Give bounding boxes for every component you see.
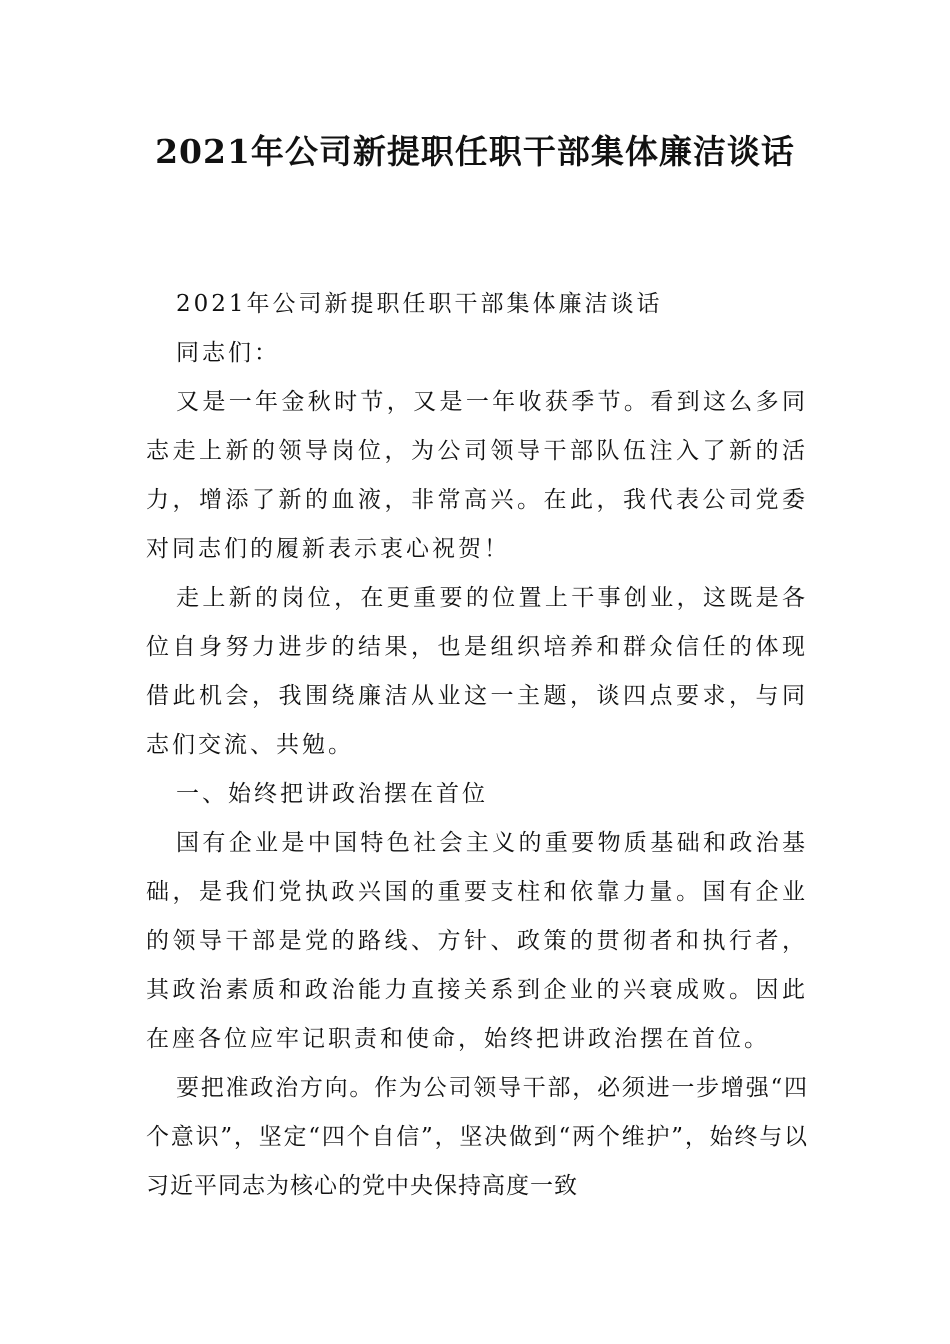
paragraph-new-post: 走上新的岗位，在更重要的位置上干事创业，这既是各位自身努力进步的结果，也是组织培养和群众信任的体现借此机会，我围绕廉洁从业这一主题，谈四点要求，与同志们交流、共勉。 [146,585,808,758]
section-heading-1: 一、始终把讲政治摆在首位 [176,781,488,807]
paragraph-soe-politics: 国有企业是中国特色社会主义的重要物质基础和政治基础，是我们党执政兴国的重要支柱和依靠力量。国有企业的领导干部是党的路线、方针、政策的贯彻者和执行者，其政治素质和政治能力直接关系到企业的兴衰成败。因此在座各位应牢记职责和使命，始终把讲政治摆在首位。 [146,830,808,1052]
document-title: 2021年公司新提职任职干部集体廉洁谈话 [155,132,795,171]
paragraph-heading-repeat: 2021年公司新提职任职干部集体廉洁谈话 [176,291,663,317]
paragraph-salutation: 同志们： [176,340,280,366]
paragraph-opening: 又是一年金秋时节，又是一年收获季节。看到这么多同志走上新的领导岗位，为公司领导干部队伍注入了新的活力，增添了新的血液，非常高兴。在此，我代表公司党委对同志们的履新表示衷心祝贺！ [146,389,808,562]
paragraph-political-direction: 要把准政治方向。作为公司领导干部，必须进一步增强“四个意识”，坚定“四个自信”，坚决做到“两个维护”，始终与以习近平同志为核心的党中央保持高度一致 [146,1075,808,1199]
document-body [146,280,808,1211]
